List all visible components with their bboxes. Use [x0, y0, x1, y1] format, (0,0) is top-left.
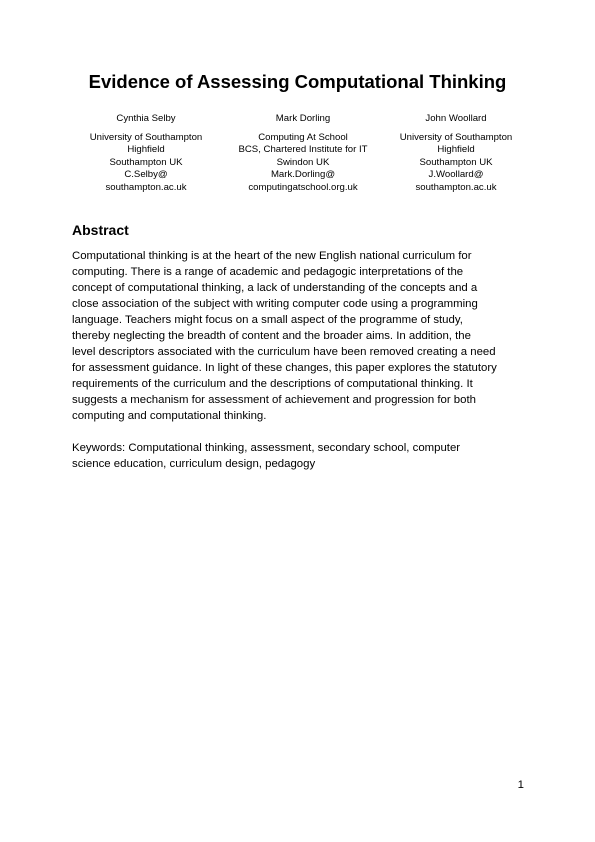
author-affiliation-line: Highfield	[437, 144, 475, 155]
author-affiliation-line: BCS, Chartered Institute for IT	[238, 144, 368, 155]
author-email-line: C.Selby@	[124, 169, 168, 180]
author-name: John Woollard	[425, 113, 487, 124]
abstract-heading: Abstract	[72, 222, 129, 238]
keywords-line: science education, curriculum design, pedagogy	[72, 458, 316, 470]
author-email-domain-line: computingatschool.org.uk	[248, 181, 358, 193]
abstract-line: suggests a mechanism for assessment of achievement and progression for both	[72, 394, 476, 406]
paper-title: Evidence of Assessing Computational Thinking	[88, 71, 507, 92]
author-woollard	[361, 113, 551, 194]
abstract-line: level descriptors associated with the curriculum have been removed creating a need	[72, 346, 496, 358]
abstract-body	[72, 248, 532, 424]
keywords	[72, 440, 532, 472]
author-email-line: Mark.Dorling@	[270, 169, 336, 180]
author-name: Mark Dorling	[275, 113, 331, 124]
author-affiliation-line: Highfield	[127, 144, 165, 155]
abstract-line: for assessment guidance. In light of these changes, this paper explores the statutory	[72, 362, 497, 374]
author-location-line: Swindon UK	[276, 156, 330, 168]
author-affiliation-line: University of Southampton	[399, 131, 513, 143]
page-number: 1	[517, 779, 524, 791]
abstract-line: concept of computational thinking, a lack of understanding of the concepts and a	[72, 282, 478, 294]
author-location-line: Southampton UK	[419, 156, 493, 168]
author-affiliation-line: Computing At School	[258, 131, 348, 143]
keywords-line: Keywords: Computational thinking, assessment, secondary school, computer	[72, 442, 461, 454]
abstract-line: close association of the subject with writing computer code using a programming	[72, 298, 478, 310]
author-email-domain-line: southampton.ac.uk	[105, 181, 187, 193]
author-email-line: J.Woollard@	[428, 169, 484, 180]
author-email-domain-line: southampton.ac.uk	[415, 181, 497, 193]
abstract-line: Computational thinking is at the heart of the new English national curriculum for	[72, 250, 472, 262]
author-location-line: Southampton UK	[109, 156, 183, 168]
abstract-line: requirements of the curriculum and the descriptions of computational thinking. It	[72, 378, 473, 390]
abstract-line: computing and computational thinking.	[72, 410, 267, 422]
abstract-line: thereby neglecting the breadth of content and the broader aims. In addition, the	[72, 330, 471, 342]
author-name: Cynthia Selby	[116, 113, 176, 124]
author-affiliation-line: University of Southampton	[89, 131, 203, 143]
abstract-line: language. Teachers might focus on a small aspect of the programme of study,	[72, 314, 463, 326]
abstract-line: computing. There is a range of academic and pedagogic interpretations of the	[72, 266, 464, 278]
